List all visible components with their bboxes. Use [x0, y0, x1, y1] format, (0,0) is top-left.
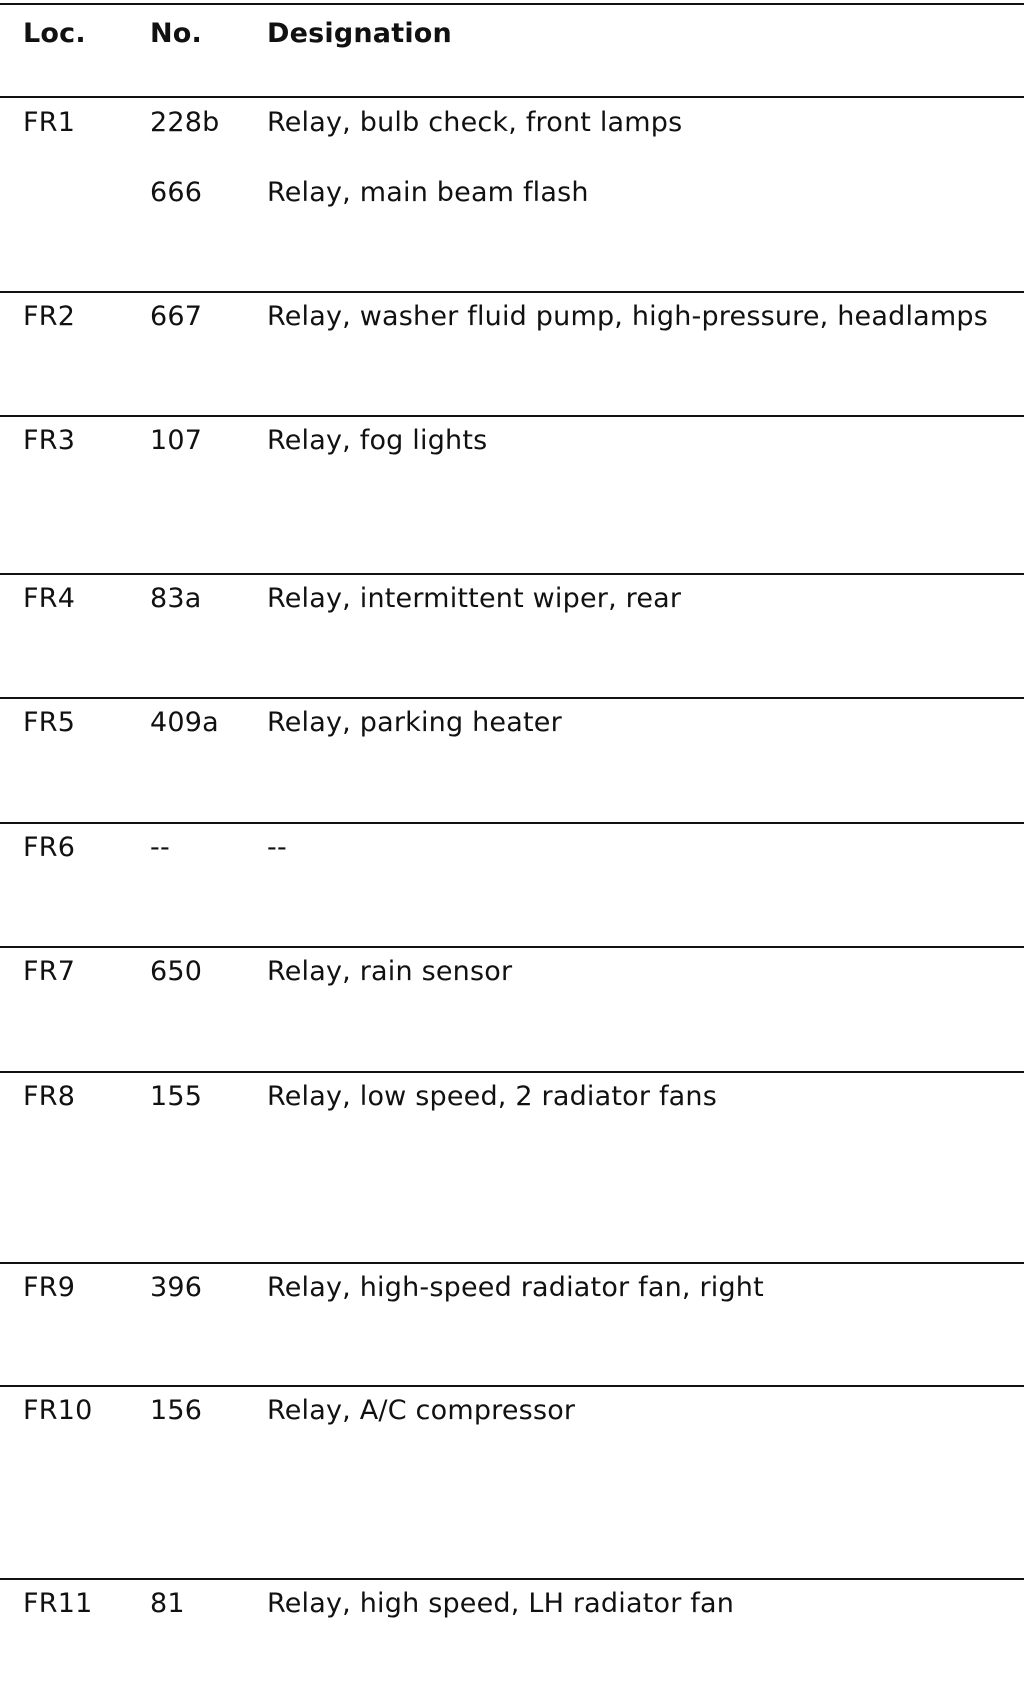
row-rule [0, 573, 1024, 575]
cell-designation: Relay, high-speed radiator fan, right [267, 1272, 764, 1303]
row-rule [0, 1385, 1024, 1387]
row-rule [0, 946, 1024, 948]
cell-no: 81 [150, 1588, 185, 1619]
cell-loc: FR5 [23, 707, 76, 738]
cell-no: 666 [150, 177, 203, 208]
cell-designation: Relay, intermittent wiper, rear [267, 583, 682, 614]
row-rule [0, 1071, 1024, 1073]
cell-no: 156 [150, 1395, 203, 1426]
cell-designation: Relay, rain sensor [267, 956, 513, 987]
cell-no: 83a [150, 583, 202, 614]
cell-loc: FR7 [23, 956, 76, 987]
header-loc: Loc. [23, 18, 86, 49]
cell-designation: Relay, high speed, LH radiator fan [267, 1588, 735, 1619]
cell-no: 650 [150, 956, 203, 987]
header-designation: Designation [267, 18, 452, 49]
row-rule [0, 697, 1024, 699]
cell-no: 667 [150, 301, 203, 332]
cell-loc: FR6 [23, 832, 76, 863]
row-rule [0, 1578, 1024, 1580]
row-rule [0, 291, 1024, 293]
cell-designation: Relay, main beam flash [267, 177, 589, 208]
table-top-rule [0, 3, 1024, 5]
cell-designation: Relay, washer fluid pump, high-pressure, headlamps [267, 301, 989, 332]
cell-designation: Relay, parking heater [267, 707, 562, 738]
row-rule [0, 415, 1024, 417]
cell-no: -- [150, 832, 170, 863]
cell-no: 228b [150, 107, 220, 138]
cell-loc: FR11 [23, 1588, 93, 1619]
cell-loc: FR1 [23, 107, 76, 138]
cell-no: 107 [150, 425, 203, 456]
cell-loc: FR3 [23, 425, 76, 456]
cell-no: 409a [150, 707, 219, 738]
cell-no: 155 [150, 1081, 203, 1112]
cell-designation: Relay, A/C compressor [267, 1395, 576, 1426]
header-rule [0, 96, 1024, 98]
row-rule [0, 822, 1024, 824]
cell-loc: FR8 [23, 1081, 76, 1112]
header-no: No. [150, 18, 203, 49]
cell-designation: Relay, fog lights [267, 425, 488, 456]
cell-loc: FR2 [23, 301, 76, 332]
cell-designation: Relay, low speed, 2 radiator fans [267, 1081, 717, 1112]
cell-loc: FR10 [23, 1395, 93, 1426]
cell-loc: FR9 [23, 1272, 76, 1303]
cell-loc: FR4 [23, 583, 76, 614]
cell-designation: -- [267, 832, 287, 863]
cell-designation: Relay, bulb check, front lamps [267, 107, 683, 138]
row-rule [0, 1262, 1024, 1264]
cell-no: 396 [150, 1272, 203, 1303]
